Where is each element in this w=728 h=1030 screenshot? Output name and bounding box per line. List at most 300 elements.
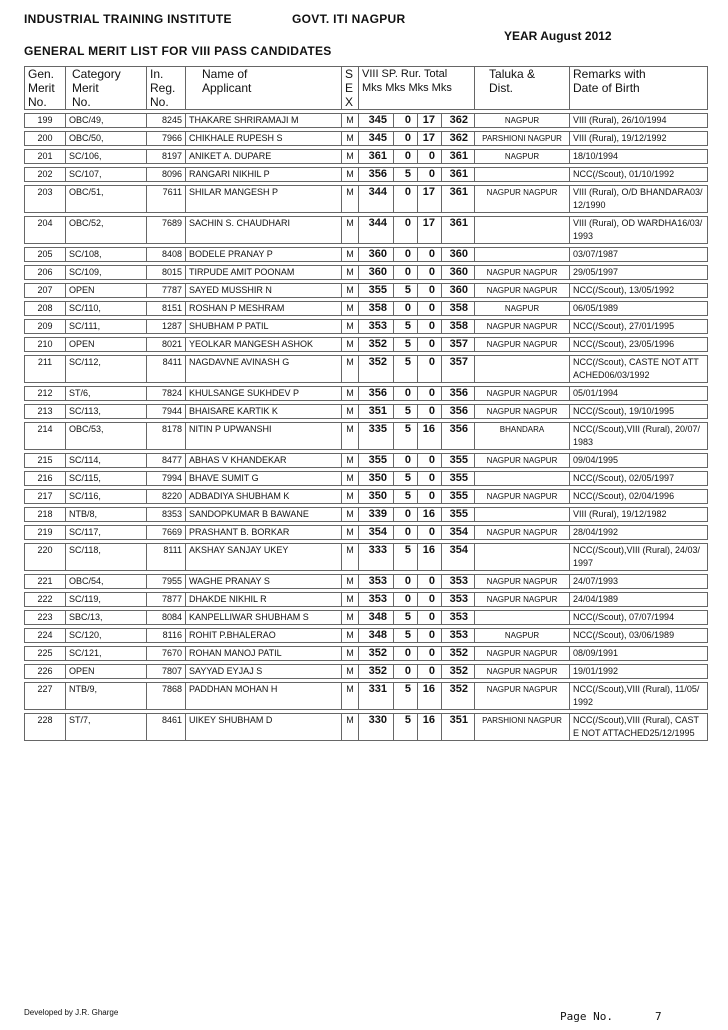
cell-viii-marks: 348 — [359, 611, 394, 625]
cell-sex: M — [342, 647, 359, 661]
cell-gen-merit: 202 — [25, 168, 66, 182]
cell-category: SC/116, — [66, 490, 147, 504]
cell-total-marks: 358 — [442, 320, 475, 334]
cell-remarks: NCC(/Scout), 13/05/1992 — [570, 284, 708, 298]
cell-category: OBC/50, — [66, 132, 147, 146]
table-row — [25, 683, 708, 710]
table-row — [25, 647, 708, 661]
col-reg-line3: No. — [150, 95, 169, 109]
cell-taluka — [475, 248, 570, 262]
table-row — [25, 168, 708, 182]
table-row — [25, 508, 708, 522]
cell-gen-merit: 215 — [25, 454, 66, 468]
cell-sp-marks: 0 — [394, 132, 418, 146]
cell-applicant-name: NITIN P UPWANSHI — [186, 423, 342, 450]
table-row — [25, 593, 708, 607]
cell-applicant-name: NAGDAVNE AVINASH G — [186, 356, 342, 383]
cell-gen-merit: 220 — [25, 544, 66, 571]
cell-gen-merit: 209 — [25, 320, 66, 334]
cell-category: NTB/9, — [66, 683, 147, 710]
cell-applicant-name: CHIKHALE RUPESH S — [186, 132, 342, 146]
table-row — [25, 423, 708, 450]
cell-sp-marks: 5 — [394, 423, 418, 450]
cell-sex: M — [342, 683, 359, 710]
cell-viii-marks: 352 — [359, 338, 394, 352]
cell-category: OPEN — [66, 338, 147, 352]
cell-total-marks: 351 — [442, 714, 475, 741]
cell-applicant-name: RANGARI NIKHIL P — [186, 168, 342, 182]
cell-sex: M — [342, 387, 359, 401]
cell-remarks: NCC(/Scout), 23/05/1996 — [570, 338, 708, 352]
cell-remarks: NCC(/Scout), 02/04/1996 — [570, 490, 708, 504]
cell-viii-marks: 352 — [359, 665, 394, 679]
cell-sex: M — [342, 132, 359, 146]
cell-taluka: NAGPUR NAGPUR — [475, 338, 570, 352]
cell-sp-marks: 0 — [394, 508, 418, 522]
cell-reg-no: 1287 — [147, 320, 186, 334]
cell-applicant-name: SANDOPKUMAR B BAWANE — [186, 508, 342, 522]
cell-sp-marks: 5 — [394, 629, 418, 643]
cell-gen-merit: 217 — [25, 490, 66, 504]
cell-gen-merit: 226 — [25, 665, 66, 679]
cell-sex: M — [342, 544, 359, 571]
cell-viii-marks: 333 — [359, 544, 394, 571]
cell-applicant-name: SHUBHAM P PATIL — [186, 320, 342, 334]
cell-viii-marks: 344 — [359, 217, 394, 244]
cell-sp-marks: 5 — [394, 714, 418, 741]
page-number: 7 — [654, 1010, 662, 1023]
cell-viii-marks: 351 — [359, 405, 394, 419]
cell-sp-marks: 0 — [394, 454, 418, 468]
year-label: YEAR August 2012 — [504, 29, 612, 43]
cell-sp-marks: 5 — [394, 490, 418, 504]
merit-table — [24, 66, 708, 741]
col-cat-line3: No. — [72, 95, 91, 109]
cell-category: SC/120, — [66, 629, 147, 643]
cell-taluka — [475, 508, 570, 522]
table-row — [25, 490, 708, 504]
cell-applicant-name: SHILAR MANGESH P — [186, 186, 342, 213]
cell-reg-no: 8178 — [147, 423, 186, 450]
cell-total-marks: 354 — [442, 526, 475, 540]
cell-sp-marks: 0 — [394, 593, 418, 607]
cell-sp-marks: 0 — [394, 647, 418, 661]
cell-viii-marks: 350 — [359, 472, 394, 486]
cell-category: OBC/49, — [66, 114, 147, 128]
cell-sp-marks: 0 — [394, 217, 418, 244]
cell-category: SC/115, — [66, 472, 147, 486]
cell-reg-no: 8151 — [147, 302, 186, 316]
cell-taluka: NAGPUR NAGPUR — [475, 490, 570, 504]
cell-taluka: NAGPUR NAGPUR — [475, 186, 570, 213]
cell-rural-marks: 16 — [418, 423, 442, 450]
cell-taluka: NAGPUR NAGPUR — [475, 647, 570, 661]
cell-sex: M — [342, 150, 359, 164]
cell-sex: M — [342, 338, 359, 352]
cell-gen-merit: 203 — [25, 186, 66, 213]
cell-viii-marks: 353 — [359, 593, 394, 607]
cell-reg-no: 7689 — [147, 217, 186, 244]
col-sex-line1: S — [345, 67, 354, 81]
cell-rural-marks: 17 — [418, 114, 442, 128]
cell-rural-marks: 17 — [418, 186, 442, 213]
cell-remarks: NCC(/Scout), 27/01/1995 — [570, 320, 708, 334]
table-row — [25, 186, 708, 213]
table-row — [25, 338, 708, 352]
cell-taluka: NAGPUR — [475, 114, 570, 128]
cell-remarks: NCC(/Scout), 01/10/1992 — [570, 168, 708, 182]
cell-reg-no: 8021 — [147, 338, 186, 352]
col-category — [66, 67, 147, 110]
cell-total-marks: 353 — [442, 575, 475, 589]
cell-sex: M — [342, 490, 359, 504]
cell-remarks: 24/07/1993 — [570, 575, 708, 589]
cell-remarks: NCC(/Scout),VIII (Rural), CASTE NOT ATTACHED25/12/1995 — [570, 714, 708, 741]
table-row — [25, 629, 708, 643]
cell-viii-marks: 353 — [359, 575, 394, 589]
col-sex — [342, 67, 359, 110]
cell-viii-marks: 335 — [359, 423, 394, 450]
cell-sp-marks: 5 — [394, 284, 418, 298]
cell-taluka: NAGPUR NAGPUR — [475, 454, 570, 468]
cell-category: OPEN — [66, 284, 147, 298]
cell-rural-marks: 0 — [418, 248, 442, 262]
cell-sp-marks: 5 — [394, 472, 418, 486]
cell-viii-marks: 344 — [359, 186, 394, 213]
cell-remarks: NCC(/Scout),VIII (Rural), 24/03/1997 — [570, 544, 708, 571]
cell-remarks: 06/05/1989 — [570, 302, 708, 316]
cell-total-marks: 355 — [442, 508, 475, 522]
cell-sp-marks: 0 — [394, 302, 418, 316]
cell-applicant-name: ROHIT P.BHALERAO — [186, 629, 342, 643]
col-marks — [359, 67, 475, 110]
cell-gen-merit: 223 — [25, 611, 66, 625]
cell-sex: M — [342, 575, 359, 589]
cell-reg-no: 8408 — [147, 248, 186, 262]
cell-gen-merit: 213 — [25, 405, 66, 419]
cell-applicant-name: SAYED MUSSHIR N — [186, 284, 342, 298]
cell-sp-marks: 0 — [394, 665, 418, 679]
cell-reg-no: 8197 — [147, 150, 186, 164]
cell-sex: M — [342, 665, 359, 679]
cell-remarks: 05/01/1994 — [570, 387, 708, 401]
cell-taluka — [475, 356, 570, 383]
cell-rural-marks: 0 — [418, 150, 442, 164]
col-taluka-line2: Dist. — [489, 81, 514, 95]
cell-applicant-name: PADDHAN MOHAN H — [186, 683, 342, 710]
cell-total-marks: 355 — [442, 472, 475, 486]
table-row — [25, 248, 708, 262]
cell-remarks: NCC(/Scout), 02/05/1997 — [570, 472, 708, 486]
cell-viii-marks: 355 — [359, 284, 394, 298]
cell-remarks: NCC(/Scout),VIII (Rural), 20/07/1983 — [570, 423, 708, 450]
cell-applicant-name: PRASHANT B. BORKAR — [186, 526, 342, 540]
col-taluka-line1: Taluka & — [489, 67, 536, 81]
cell-sex: M — [342, 405, 359, 419]
cell-applicant-name: KHULSANGE SUKHDEV P — [186, 387, 342, 401]
col-remarks — [570, 67, 708, 110]
cell-total-marks: 360 — [442, 284, 475, 298]
cell-applicant-name: DHAKDE NIKHIL R — [186, 593, 342, 607]
page-label: Page No. — [560, 1010, 613, 1023]
cell-taluka: NAGPUR NAGPUR — [475, 387, 570, 401]
cell-remarks: NCC(/Scout),VIII (Rural), 11/05/1992 — [570, 683, 708, 710]
cell-viii-marks: 345 — [359, 114, 394, 128]
cell-taluka: NAGPUR — [475, 150, 570, 164]
cell-total-marks: 355 — [442, 454, 475, 468]
cell-reg-no: 8245 — [147, 114, 186, 128]
cell-sex: M — [342, 526, 359, 540]
col-cat-line1: Category — [72, 67, 121, 81]
cell-applicant-name: WAGHE PRANAY S — [186, 575, 342, 589]
cell-taluka: NAGPUR NAGPUR — [475, 575, 570, 589]
cell-viii-marks: 356 — [359, 387, 394, 401]
cell-rural-marks: 0 — [418, 454, 442, 468]
cell-rural-marks: 0 — [418, 284, 442, 298]
cell-category: SC/114, — [66, 454, 147, 468]
cell-gen-merit: 204 — [25, 217, 66, 244]
cell-reg-no: 8353 — [147, 508, 186, 522]
cell-total-marks: 353 — [442, 593, 475, 607]
cell-gen-merit: 225 — [25, 647, 66, 661]
cell-rural-marks: 0 — [418, 629, 442, 643]
cell-gen-merit: 201 — [25, 150, 66, 164]
cell-taluka: PARSHIONI NAGPUR — [475, 132, 570, 146]
cell-category: OBC/54, — [66, 575, 147, 589]
cell-rural-marks: 0 — [418, 575, 442, 589]
cell-sp-marks: 5 — [394, 356, 418, 383]
cell-category: OBC/52, — [66, 217, 147, 244]
cell-sp-marks: 0 — [394, 114, 418, 128]
institute-name: INDUSTRIAL TRAINING INSTITUTE — [24, 12, 232, 26]
table-row — [25, 320, 708, 334]
cell-gen-merit: 211 — [25, 356, 66, 383]
cell-sp-marks: 0 — [394, 266, 418, 280]
cell-category: OBC/51, — [66, 186, 147, 213]
cell-taluka: BHANDARA — [475, 423, 570, 450]
table-row — [25, 132, 708, 146]
cell-sp-marks: 0 — [394, 575, 418, 589]
table-row — [25, 526, 708, 540]
cell-rural-marks: 0 — [418, 405, 442, 419]
cell-gen-merit: 222 — [25, 593, 66, 607]
cell-total-marks: 361 — [442, 217, 475, 244]
cell-sp-marks: 5 — [394, 168, 418, 182]
cell-sex: M — [342, 168, 359, 182]
cell-category: OBC/53, — [66, 423, 147, 450]
cell-taluka: NAGPUR NAGPUR — [475, 665, 570, 679]
cell-remarks: 24/04/1989 — [570, 593, 708, 607]
col-sex-line3: X — [345, 95, 354, 109]
cell-rural-marks: 0 — [418, 356, 442, 383]
cell-applicant-name: BHAISARE KARTIK K — [186, 405, 342, 419]
cell-total-marks: 352 — [442, 683, 475, 710]
cell-reg-no: 7669 — [147, 526, 186, 540]
table-row — [25, 150, 708, 164]
col-taluka — [475, 67, 570, 110]
cell-reg-no: 7877 — [147, 593, 186, 607]
cell-sex: M — [342, 472, 359, 486]
cell-sp-marks: 5 — [394, 405, 418, 419]
cell-taluka — [475, 611, 570, 625]
cell-gen-merit: 206 — [25, 266, 66, 280]
cell-total-marks: 357 — [442, 356, 475, 383]
cell-sp-marks: 5 — [394, 338, 418, 352]
cell-rural-marks: 0 — [418, 665, 442, 679]
cell-total-marks: 357 — [442, 338, 475, 352]
cell-total-marks: 353 — [442, 629, 475, 643]
cell-total-marks: 352 — [442, 665, 475, 679]
table-row — [25, 454, 708, 468]
cell-sp-marks: 0 — [394, 387, 418, 401]
cell-remarks: 28/04/1992 — [570, 526, 708, 540]
cell-sp-marks: 5 — [394, 320, 418, 334]
cell-sex: M — [342, 714, 359, 741]
col-remarks-line1: Remarks with — [573, 67, 646, 81]
cell-sp-marks: 0 — [394, 150, 418, 164]
cell-reg-no: 8096 — [147, 168, 186, 182]
cell-total-marks: 352 — [442, 647, 475, 661]
cell-viii-marks: 352 — [359, 356, 394, 383]
table-row — [25, 665, 708, 679]
cell-gen-merit: 216 — [25, 472, 66, 486]
cell-viii-marks: 350 — [359, 490, 394, 504]
cell-reg-no: 7994 — [147, 472, 186, 486]
table-row — [25, 266, 708, 280]
col-reg-line2: Reg. — [150, 81, 176, 95]
col-marks-bottom: Mks Mks Mks Mks — [362, 82, 452, 94]
cell-reg-no: 8220 — [147, 490, 186, 504]
cell-category: NTB/8, — [66, 508, 147, 522]
cell-category: SC/110, — [66, 302, 147, 316]
cell-reg-no: 7824 — [147, 387, 186, 401]
cell-total-marks: 361 — [442, 186, 475, 213]
cell-gen-merit: 207 — [25, 284, 66, 298]
cell-applicant-name: SAYYAD EYJAJ S — [186, 665, 342, 679]
col-name-line1: Name of — [202, 67, 248, 81]
cell-remarks: NCC(/Scout), 03/06/1989 — [570, 629, 708, 643]
cell-applicant-name: BODELE PRANAY P — [186, 248, 342, 262]
cell-taluka — [475, 544, 570, 571]
cell-category: SC/121, — [66, 647, 147, 661]
cell-category: OPEN — [66, 665, 147, 679]
table-row — [25, 302, 708, 316]
cell-applicant-name: UIKEY SHUBHAM D — [186, 714, 342, 741]
col-reg-line1: In. — [150, 67, 164, 81]
cell-reg-no: 7966 — [147, 132, 186, 146]
cell-rural-marks: 0 — [418, 266, 442, 280]
cell-gen-merit: 214 — [25, 423, 66, 450]
cell-applicant-name: BHAVE SUMIT G — [186, 472, 342, 486]
cell-sex: M — [342, 217, 359, 244]
cell-reg-no: 7944 — [147, 405, 186, 419]
cell-applicant-name: THAKARE SHRIRAMAJI M — [186, 114, 342, 128]
table-row — [25, 405, 708, 419]
cell-rural-marks: 0 — [418, 647, 442, 661]
col-marks-top: VIII SP. Rur. Total — [362, 68, 448, 80]
cell-category: SC/112, — [66, 356, 147, 383]
cell-viii-marks: 360 — [359, 248, 394, 262]
cell-remarks: 09/04/1995 — [570, 454, 708, 468]
table-row — [25, 284, 708, 298]
cell-applicant-name: TIRPUDE AMIT POONAM — [186, 266, 342, 280]
cell-sex: M — [342, 248, 359, 262]
cell-reg-no: 7611 — [147, 186, 186, 213]
cell-taluka: NAGPUR — [475, 302, 570, 316]
cell-applicant-name: AKSHAY SANJAY UKEY — [186, 544, 342, 571]
cell-category: SBC/13, — [66, 611, 147, 625]
cell-remarks: VIII (Rural), 19/12/1982 — [570, 508, 708, 522]
merit-list-title: GENERAL MERIT LIST FOR VIII PASS CANDIDATES — [24, 44, 332, 58]
cell-total-marks: 360 — [442, 266, 475, 280]
cell-category: SC/106, — [66, 150, 147, 164]
cell-remarks: NCC(/Scout), 07/07/1994 — [570, 611, 708, 625]
cell-viii-marks: 345 — [359, 132, 394, 146]
cell-rural-marks: 17 — [418, 217, 442, 244]
cell-applicant-name: YEOLKAR MANGESH ASHOK — [186, 338, 342, 352]
cell-applicant-name: ADBADIYA SHUBHAM K — [186, 490, 342, 504]
cell-taluka: NAGPUR NAGPUR — [475, 266, 570, 280]
cell-reg-no: 7807 — [147, 665, 186, 679]
cell-total-marks: 361 — [442, 150, 475, 164]
cell-gen-merit: 227 — [25, 683, 66, 710]
cell-viii-marks: 356 — [359, 168, 394, 182]
cell-viii-marks: 330 — [359, 714, 394, 741]
cell-gen-merit: 208 — [25, 302, 66, 316]
cell-viii-marks: 353 — [359, 320, 394, 334]
cell-reg-no: 8084 — [147, 611, 186, 625]
cell-total-marks: 355 — [442, 490, 475, 504]
cell-remarks: VIII (Rural), O/D BHANDARA03/12/1990 — [570, 186, 708, 213]
cell-remarks: NCC(/Scout), 19/10/1995 — [570, 405, 708, 419]
table-header-row — [25, 67, 708, 110]
cell-gen-merit: 218 — [25, 508, 66, 522]
table-row — [25, 472, 708, 486]
cell-remarks: VIII (Rural), 19/12/1992 — [570, 132, 708, 146]
cell-reg-no: 8111 — [147, 544, 186, 571]
cell-sp-marks: 0 — [394, 186, 418, 213]
cell-taluka — [475, 217, 570, 244]
cell-gen-merit: 221 — [25, 575, 66, 589]
cell-viii-marks: 352 — [359, 647, 394, 661]
cell-sex: M — [342, 454, 359, 468]
cell-viii-marks: 358 — [359, 302, 394, 316]
cell-rural-marks: 0 — [418, 526, 442, 540]
cell-reg-no: 7670 — [147, 647, 186, 661]
cell-gen-merit: 224 — [25, 629, 66, 643]
govt-iti-name: GOVT. ITI NAGPUR — [292, 12, 406, 26]
cell-remarks: 18/10/1994 — [570, 150, 708, 164]
cell-taluka: NAGPUR NAGPUR — [475, 405, 570, 419]
cell-rural-marks: 0 — [418, 387, 442, 401]
cell-total-marks: 356 — [442, 405, 475, 419]
cell-sex: M — [342, 114, 359, 128]
cell-sp-marks: 0 — [394, 526, 418, 540]
cell-total-marks: 362 — [442, 114, 475, 128]
cell-total-marks: 358 — [442, 302, 475, 316]
table-row — [25, 575, 708, 589]
cell-gen-merit: 219 — [25, 526, 66, 540]
cell-total-marks: 361 — [442, 168, 475, 182]
col-reg-no — [147, 67, 186, 110]
cell-reg-no: 8116 — [147, 629, 186, 643]
table-row — [25, 611, 708, 625]
cell-rural-marks: 0 — [418, 472, 442, 486]
cell-rural-marks: 0 — [418, 611, 442, 625]
cell-remarks: VIII (Rural), 26/10/1994 — [570, 114, 708, 128]
cell-sp-marks: 0 — [394, 248, 418, 262]
developer-credit: Developed by J.R. Gharge — [24, 1008, 119, 1017]
